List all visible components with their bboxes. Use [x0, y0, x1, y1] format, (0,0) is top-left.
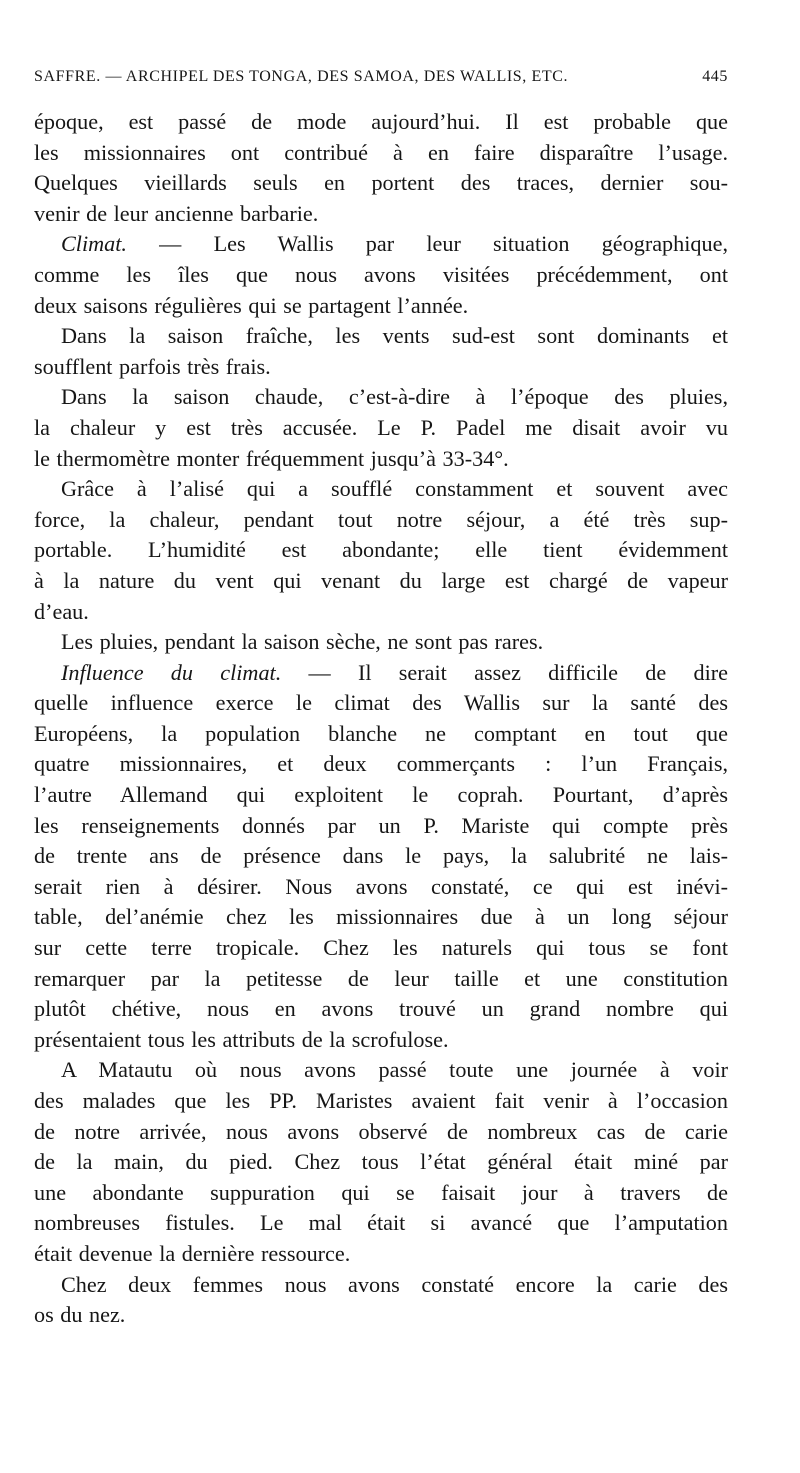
line-text: deux saisons régulières qui se partagent l’année. [34, 292, 469, 318]
text-line [34, 749, 728, 780]
line-text: venir de leur ancienne barbarie. [34, 200, 319, 226]
text-line [34, 321, 728, 352]
text-line [34, 291, 728, 322]
text-line [34, 1055, 728, 1086]
line-text: présentaient tous les attributs de la scrofulose. [34, 1026, 449, 1052]
section-heading: Influence du climat. [61, 659, 282, 685]
text-line [34, 138, 728, 169]
paragraph [34, 321, 728, 382]
text-line [34, 1208, 728, 1239]
text-line [34, 1239, 728, 1270]
paragraph [34, 627, 728, 658]
line-text: quelle influence exerce le climat des Wallis sur la santé des [34, 690, 728, 716]
text-line [34, 1300, 728, 1331]
line-text: les missionnaires ont contribué à en faire disparaître l’usage. [34, 139, 728, 165]
text-line [34, 260, 728, 291]
text-line [34, 566, 728, 597]
line-text: sur cette terre tropicale. Chez les naturels qui tous se font [34, 935, 728, 961]
text-line [34, 597, 728, 628]
line-text: à la nature du vent qui venant du large est chargé de vapeur [34, 567, 728, 593]
running-title: SAFFRE. — ARCHIPEL DES TONGA, DES SAMOA, DES WALLIS, ETC. [34, 68, 569, 85]
text-line [34, 811, 728, 842]
body-text [34, 107, 728, 1331]
line-text: comme les îles que nous avons visitées précédemment, ont [34, 261, 728, 287]
text-line [34, 902, 728, 933]
line-text: nombreuses fistules. Le mal était si avancé que l’amputation [34, 1210, 728, 1236]
line-text: remarquer par la petitesse de leur taille et une constitution [34, 965, 728, 991]
text-line [34, 872, 728, 903]
running-header [34, 68, 728, 92]
line-text: de notre arrivée, nous avons observé de nombreux cas de carie [34, 1118, 728, 1144]
line-text: la chaleur y est très accusée. Le P. Padel me disait avoir vu [34, 414, 728, 440]
line-text: de la main, du pied. Chez tous l’état général était miné par [34, 1149, 728, 1175]
line-text: — Les Wallis par leur situation géographique, [126, 231, 728, 257]
section-heading: Climat. [61, 231, 127, 257]
text-line [34, 474, 728, 505]
line-text: d’eau. [34, 598, 89, 624]
text-line [34, 841, 728, 872]
line-text: des malades que les PP. Maristes avaient fait venir à l’occasion [34, 1088, 728, 1113]
text-line [34, 780, 728, 811]
paragraph [34, 1055, 728, 1269]
text-line [34, 627, 728, 658]
text-line [34, 1147, 728, 1178]
line-text: portable. L’humidité est abondante; elle tient évidemment [34, 537, 728, 563]
text-line [34, 352, 728, 383]
line-text: Chez deux femmes nous avons constaté encore la carie des [61, 1271, 728, 1297]
line-text: soufflent parfois très frais. [34, 353, 271, 379]
text-line [34, 199, 728, 230]
line-text: A Matautu où nous avons passé toute une journée à voir [61, 1057, 728, 1083]
line-text: Dans la saison chaude, c’est-à-dire à l’époque des pluies, [61, 384, 728, 410]
text-line [34, 1117, 728, 1148]
line-text: Les pluies, pendant la saison sèche, ne sont pas rares. [61, 629, 544, 655]
text-line [34, 1086, 728, 1117]
paragraph [34, 658, 728, 1056]
text-line [34, 382, 728, 413]
text-line [34, 444, 728, 475]
text-line [34, 535, 728, 566]
text-line [34, 964, 728, 995]
text-line [34, 168, 728, 199]
paragraph [34, 107, 728, 229]
line-text: le thermomètre monter fréquemment jusqu’à 33-34°. [34, 445, 509, 471]
text-line [34, 229, 728, 260]
paragraph [34, 1270, 728, 1331]
line-text: époque, est passé de mode aujourd’hui. Il est probable que [34, 109, 728, 134]
line-text: — Il serait assez difficile de dire [281, 659, 728, 685]
text-line [34, 505, 728, 536]
text-line [34, 1270, 728, 1301]
text-line [34, 719, 728, 750]
text-line [34, 1025, 728, 1056]
paragraph [34, 229, 728, 321]
line-text: l’autre Allemand qui exploitent le coprah. Pourtant, d’après [34, 782, 728, 808]
page-number: 445 [702, 68, 728, 85]
line-text: Dans la saison fraîche, les vents sud-est sont dominants et [61, 323, 728, 349]
line-text: os du nez. [34, 1302, 126, 1328]
line-text: table, del’anémie chez les missionnaires due à un long séjour [34, 904, 728, 930]
text-line [34, 994, 728, 1025]
line-text: Européens, la population blanche ne comptant en tout que [34, 720, 728, 746]
line-text: serait rien à désirer. Nous avons constaté, ce qui est inévi- [34, 873, 728, 899]
line-text: plutôt chétive, nous en avons trouvé un grand nombre qui [34, 996, 728, 1022]
paragraph [34, 382, 728, 474]
line-text: Grâce à l’alisé qui a soufflé constamment et souvent avec [61, 476, 728, 502]
text-line [34, 413, 728, 444]
line-text: de trente ans de présence dans le pays, la salubrité ne lais- [34, 843, 728, 869]
text-line [34, 107, 728, 138]
line-text: quatre missionnaires, et deux commerçants : l’un Français, [34, 751, 728, 777]
line-text: une abondante suppuration qui se faisait jour à travers de [34, 1179, 728, 1205]
line-text: force, la chaleur, pendant tout notre séjour, a été très sup- [34, 506, 728, 532]
text-line [34, 658, 728, 689]
text-line [34, 933, 728, 964]
line-text: Quelques vieillards seuls en portent des traces, dernier sou- [34, 170, 728, 196]
line-text: les renseignements donnés par un P. Mariste qui compte près [34, 812, 728, 838]
paragraph [34, 474, 728, 627]
line-text: était devenue la dernière ressource. [34, 1240, 351, 1266]
text-line [34, 688, 728, 719]
text-line [34, 1178, 728, 1209]
